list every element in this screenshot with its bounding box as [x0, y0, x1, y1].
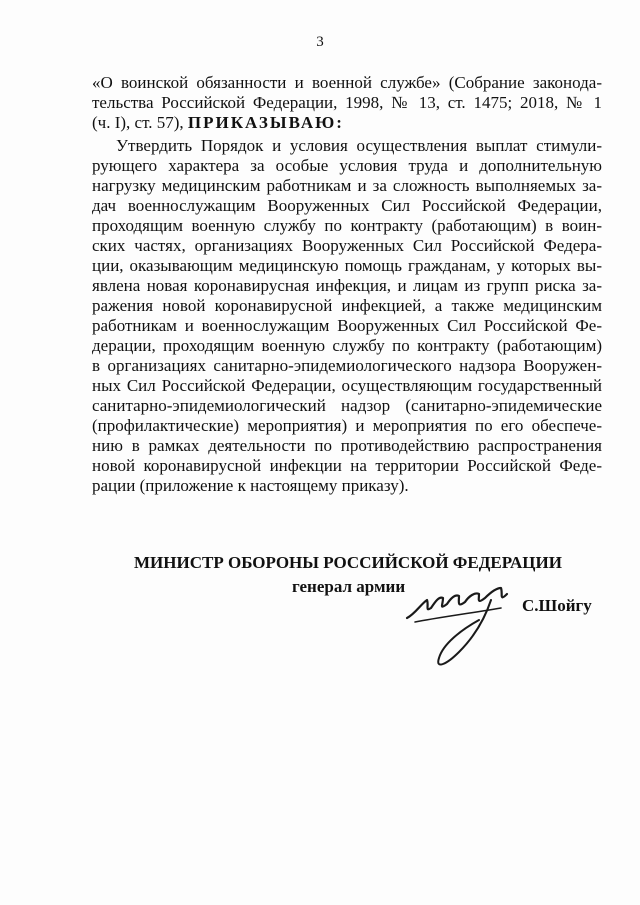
- body-line: рующего характера за особые условия труда и дополнительную: [92, 156, 602, 175]
- body-line: ных Сил Российской Федерации, осуществляющим государственный: [92, 376, 602, 395]
- body-line: работникам и военнослужащим Вооруженных Сил Российской Фе-: [92, 316, 602, 335]
- body-line-text: (ч. I), ст. 57),: [92, 113, 188, 132]
- body-line: Утвердить Порядок и условия осуществления выплат стимули-: [116, 136, 602, 155]
- body-line: «О воинской обязанности и военной службе» (Собрание законода-: [92, 73, 602, 92]
- body-line: ражения новой коронавирусной инфекцией, а также медицинским: [92, 296, 602, 315]
- body-line: рации (приложение к настоящему приказу).: [92, 476, 409, 495]
- signatory-rank: генерал армии: [292, 577, 406, 596]
- body-line: проходящим военную службу по контракту (работающим) в воин-: [92, 216, 602, 235]
- body-line: (профилактические) мероприятия) и мероприятия по его обеспече-: [92, 416, 602, 435]
- body-line: явлена новая коронавирусная инфекция, и лицам из групп риска за-: [92, 276, 602, 295]
- body-line: дерации, проходящим военную службу по контракту (работающим): [92, 336, 602, 355]
- signatory-name: С.Шойгу: [522, 596, 592, 615]
- body-line: тельства Российской Федерации, 1998, № 13, ст. 1475; 2018, № 1: [92, 93, 602, 112]
- body-line: ских частях, организациях Вооруженных Сил Российской Федера-: [92, 236, 602, 255]
- body-line: новой коронавирусной инфекции на территории Российской Феде-: [92, 456, 602, 475]
- body-line: в организациях санитарно-эпидемиологического надзора Вооружен-: [92, 356, 602, 375]
- order-keyword: ПРИКАЗЫВАЮ:: [187, 113, 344, 132]
- body-line: [92, 113, 602, 133]
- body-line: нагрузку медицинским работникам и за сложность выполняемых за-: [92, 176, 602, 195]
- handwritten-signature-icon: [405, 578, 520, 673]
- body-line: ции, оказывающим медицинскую помощь гражданам, у которых вы-: [92, 256, 602, 275]
- page-number: 3: [316, 34, 324, 50]
- body-line: санитарно-эпидемиологический надзор (санитарно-эпидемические: [92, 396, 602, 415]
- body-line: дач военнослужащим Вооруженных Сил Российской Федерации,: [92, 196, 602, 215]
- body-line: нию в рамках деятельности по противодействию распространения: [92, 436, 602, 455]
- signatory-title: МИНИСТР ОБОРОНЫ РОССИЙСКОЙ ФЕДЕРАЦИИ: [134, 553, 562, 572]
